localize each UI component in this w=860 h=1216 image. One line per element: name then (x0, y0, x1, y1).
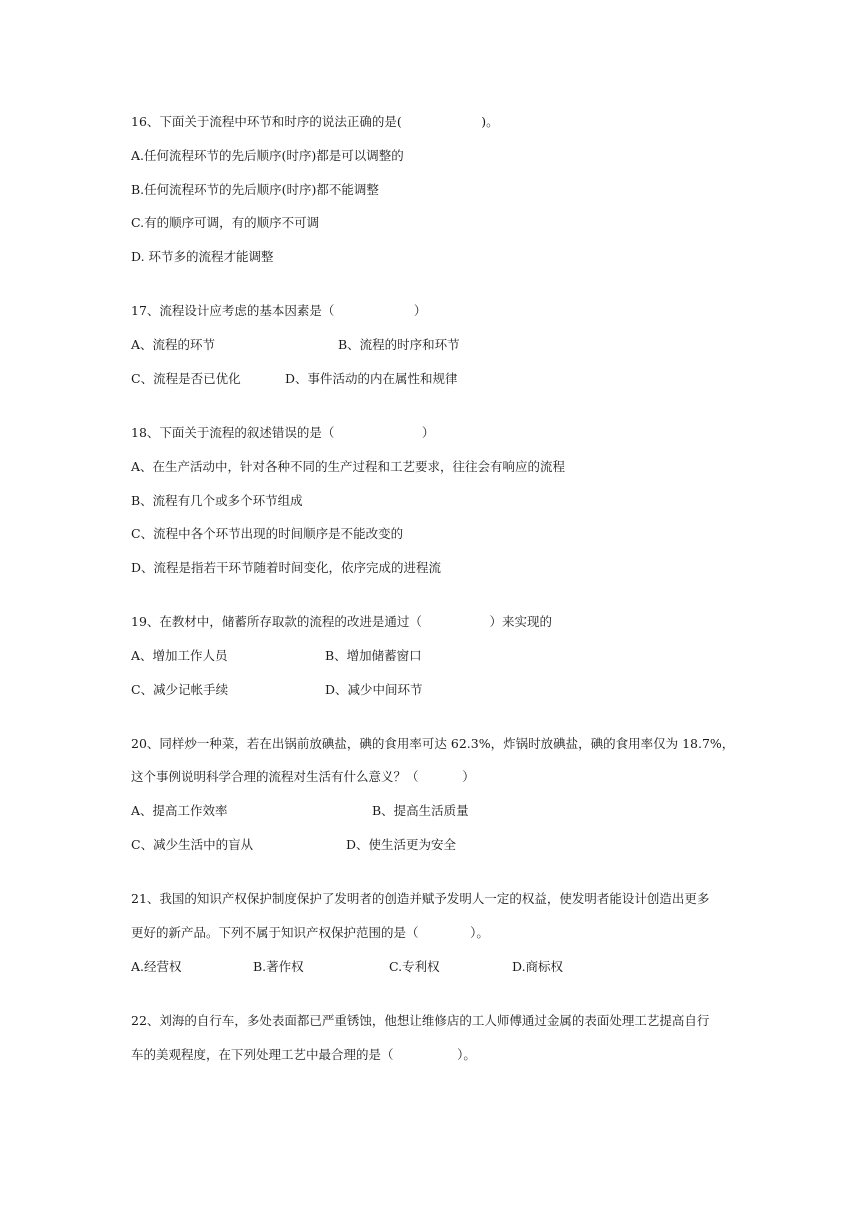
question-19-option-c: C、减少记帐手续 (131, 682, 229, 697)
question-17-option-a: A、流程的环节 (131, 337, 216, 352)
question-19-option-a: A、增加工作人员 (131, 648, 228, 663)
question-16-option-a: A.任何流程环节的先后顺序(时序)都是可以调整的 (131, 148, 404, 163)
question-16-option-d: D. 环节多的流程才能调整 (131, 249, 274, 264)
question-19-option-b: B、增加储蓄窗口 (325, 648, 422, 663)
question-18-stem: 18、下面关于流程的叙述错误的是（ ） (131, 425, 435, 440)
question-20-option-a: A、提高工作效率 (131, 803, 228, 818)
question-18-option-c: C、流程中各个环节出现的时间顺序是不能改变的 (131, 526, 404, 541)
question-17-stem: 17、流程设计应考虑的基本因素是（ ） (131, 303, 427, 318)
question-16-stem: 16、下面关于流程中环节和时序的说法正确的是( )。 (131, 114, 499, 129)
question-20-stem-line-2: 这个事例说明科学合理的流程对生活有什么意义？（ ） (131, 769, 475, 784)
question-21-stem-line-2: 更好的新产品。下列不属于知识产权保护范围的是（ ）。 (131, 925, 489, 940)
question-22-stem-line-1: 22、刘海的自行车，多处表面都已严重锈蚀，他想让维修店的工人师傅通过金属的表面处理工艺提高自行 (131, 1013, 710, 1028)
question-20-option-b: B、提高生活质量 (372, 803, 469, 818)
question-21-option-c: C.专利权 (389, 959, 440, 974)
question-16-option-c: C.有的顺序可调，有的顺序不可调 (131, 215, 320, 230)
question-21-option-b: B.著作权 (253, 959, 304, 974)
question-22-stem-line-2: 车的美观程度，在下列处理工艺中最合理的是（ ）。 (131, 1047, 476, 1062)
question-20-option-c: C、减少生活中的盲从 (131, 837, 254, 852)
question-16-option-b: B.任何流程环节的先后顺序(时序)都不能调整 (131, 182, 379, 197)
question-21-stem-line-1: 21、我国的知识产权保护制度保护了发明者的创造并赋予发明人一定的权益，使发明者能设计创造出更多 (131, 891, 710, 906)
question-20-option-d: D、使生活更为安全 (346, 837, 457, 852)
question-17-option-d: D、事件活动的内在属性和规律 (285, 371, 458, 386)
question-21-option-d: D.商标权 (512, 959, 564, 974)
question-19-stem: 19、在教材中，储蓄所存取款的流程的改进是通过（ ）来实现的 (131, 614, 552, 629)
question-19-option-d: D、减少中间环节 (325, 682, 423, 697)
question-17-option-c: C、流程是否已优化 (131, 371, 241, 386)
question-18-option-b: B、流程有几个或多个环节组成 (131, 493, 303, 508)
question-18-option-a: A、在生产活动中，针对各种不同的生产过程和工艺要求，往往会有响应的流程 (131, 459, 566, 474)
question-21-option-a: A.经营权 (131, 959, 182, 974)
question-20-stem-line-1: 20、同样炒一种菜，若在出锅前放碘盐，碘的食用率可达 62.3%，炸锅时放碘盐，碘的食用率仅为 18.7%， (131, 736, 735, 751)
question-18-option-d: D、流程是指若干环节随着时间变化，依序完成的进程流 (131, 560, 442, 575)
question-17-option-b: B、流程的时序和环节 (338, 337, 460, 352)
